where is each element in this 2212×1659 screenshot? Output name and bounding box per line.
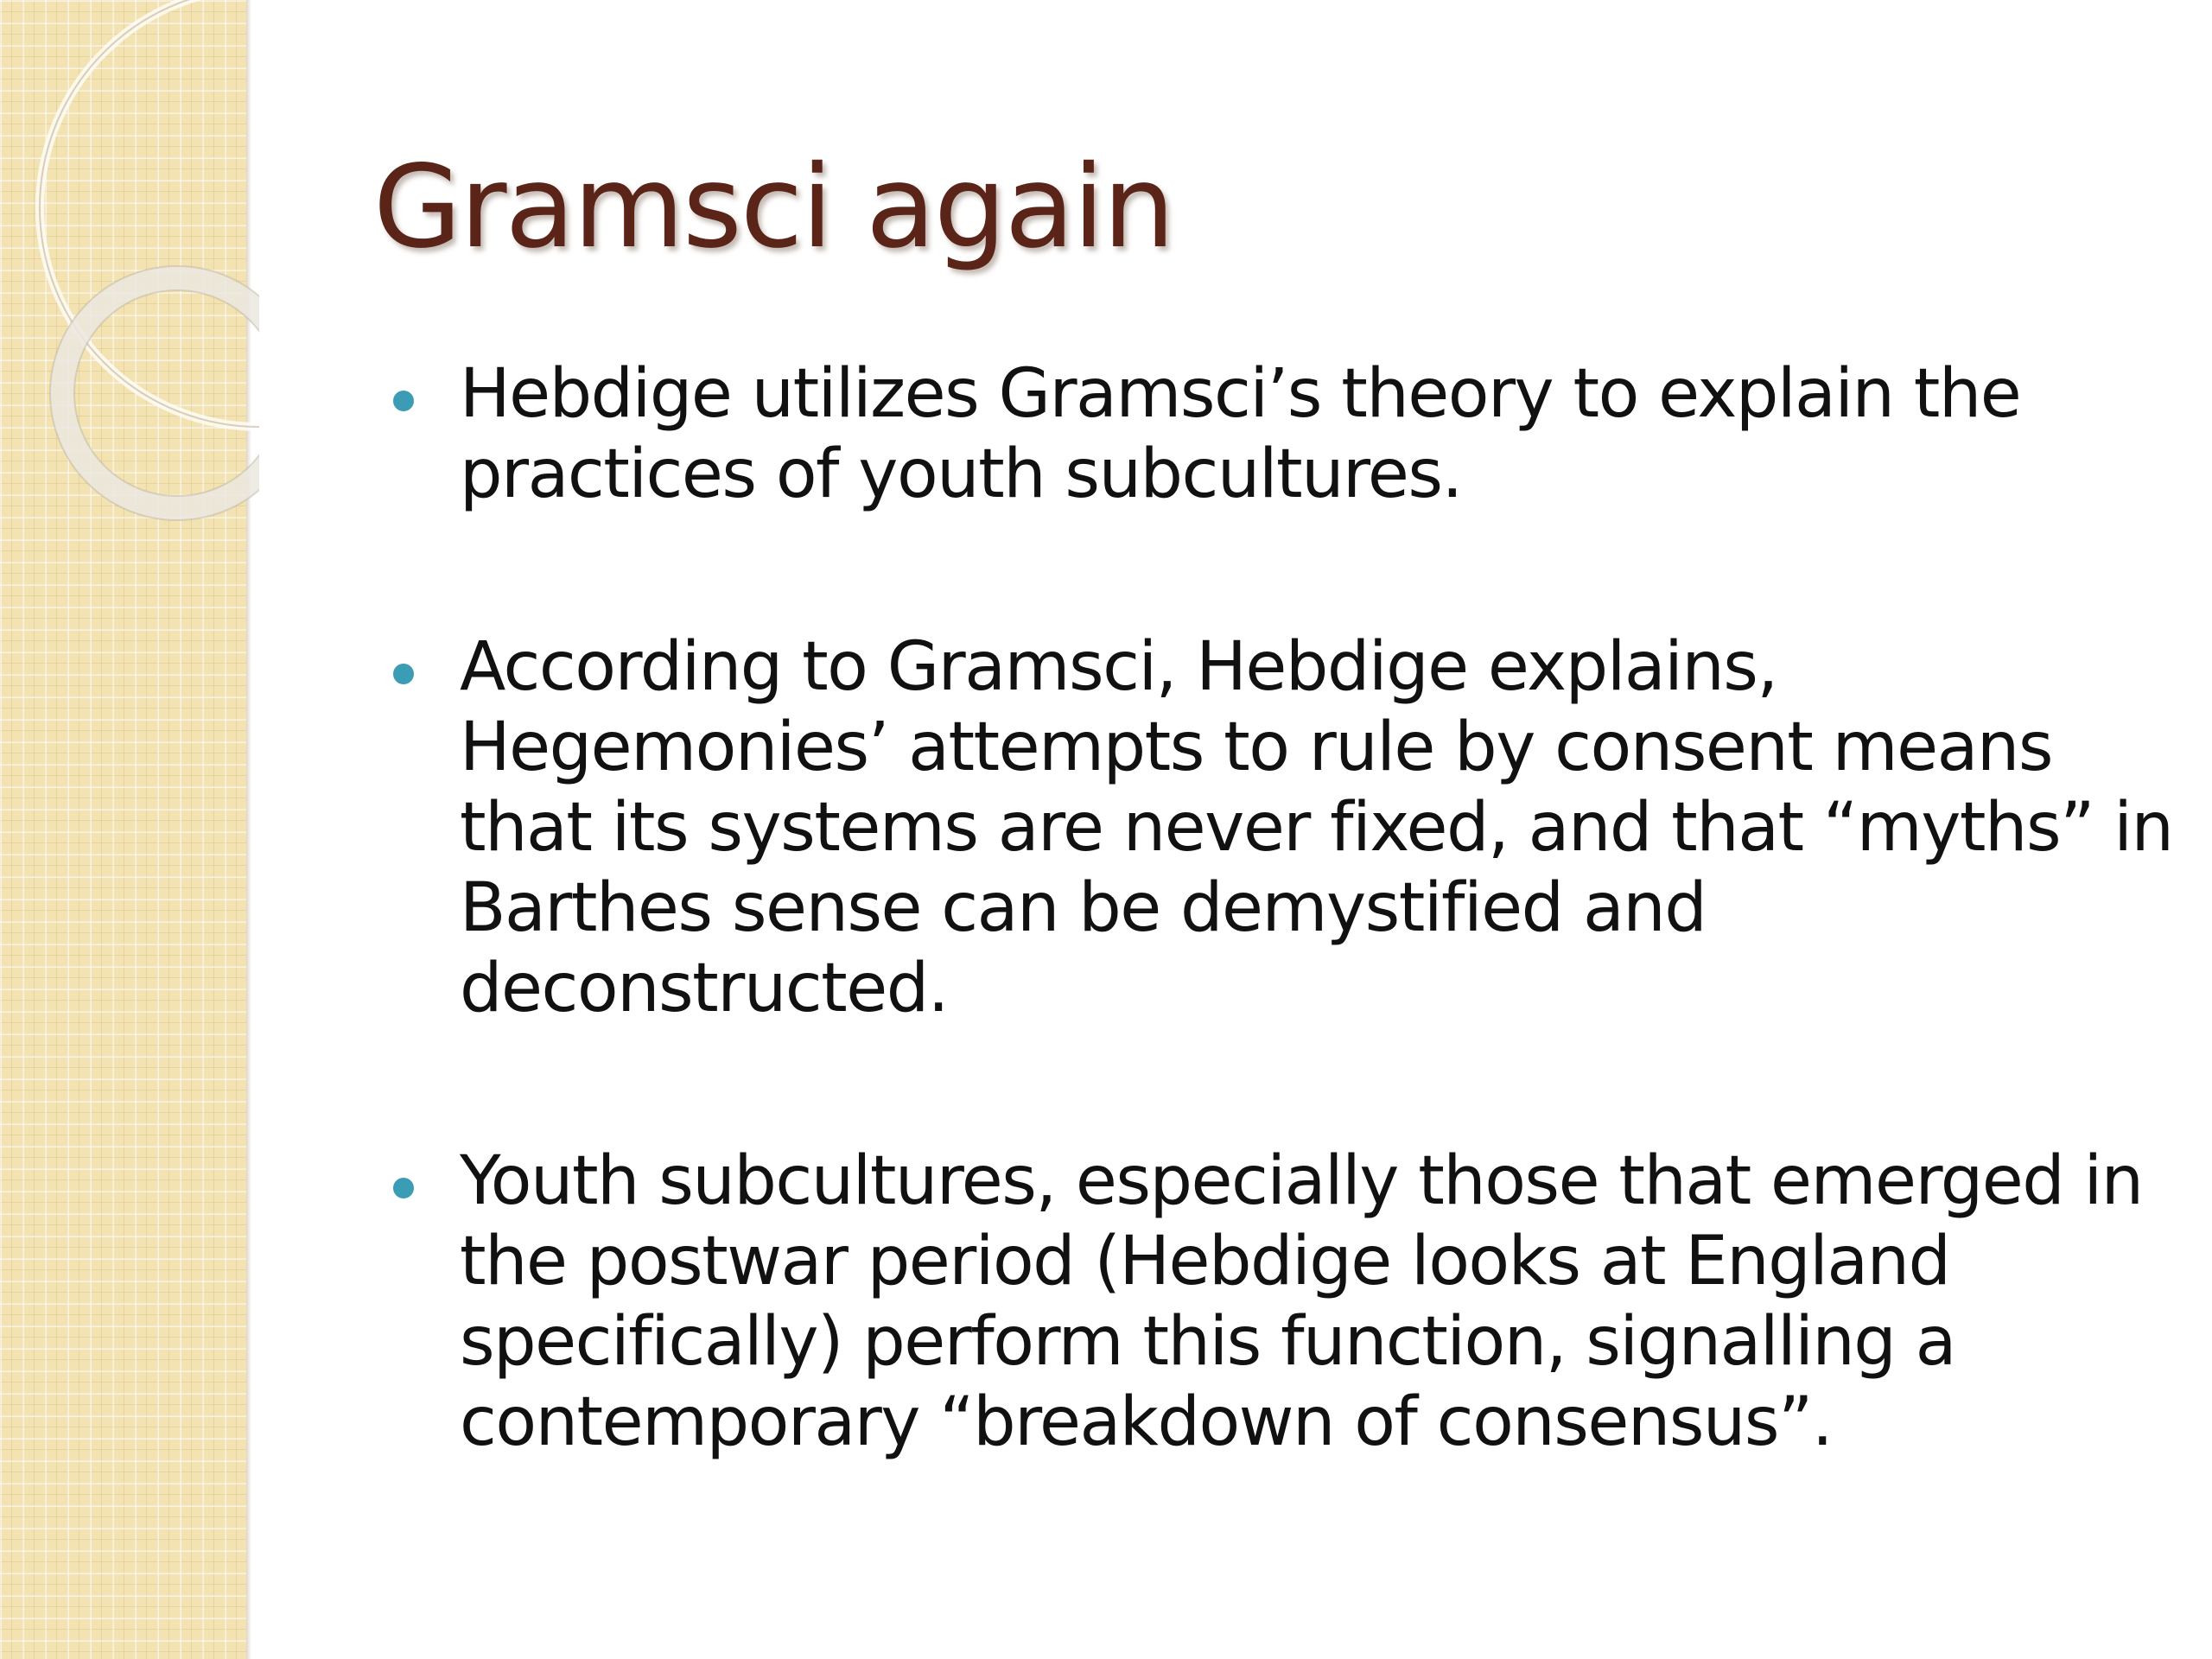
- bullet-text: According to Gramsci, Hebdige explains, Hegemonies’ attempts to rule by consent means that its systems are never fixed, and that “myths” in Barthes sense can be demystified and deconstructed.: [460, 628, 2173, 1027]
- bullet-item: [393, 354, 2173, 515]
- bullet-text: Youth subcultures, especially those that emerged in the postwar period (Hebdige looks at England specifically) perform this function, signalling a contemporary “breakdown of consensus”.: [460, 1142, 2143, 1461]
- bullet-text: Hebdige utilizes Gramsci’s theory to explain the practices of youth subcultures.: [460, 355, 2021, 513]
- bullet-dot-icon: [393, 1178, 414, 1198]
- bullet-list: [393, 354, 2173, 1575]
- slide-title: Gramsci again: [373, 141, 1173, 274]
- bullet-dot-icon: [393, 391, 414, 411]
- bullet-item: [393, 627, 2173, 1029]
- bullet-item: [393, 1141, 2173, 1463]
- bullet-dot-icon: [393, 664, 414, 684]
